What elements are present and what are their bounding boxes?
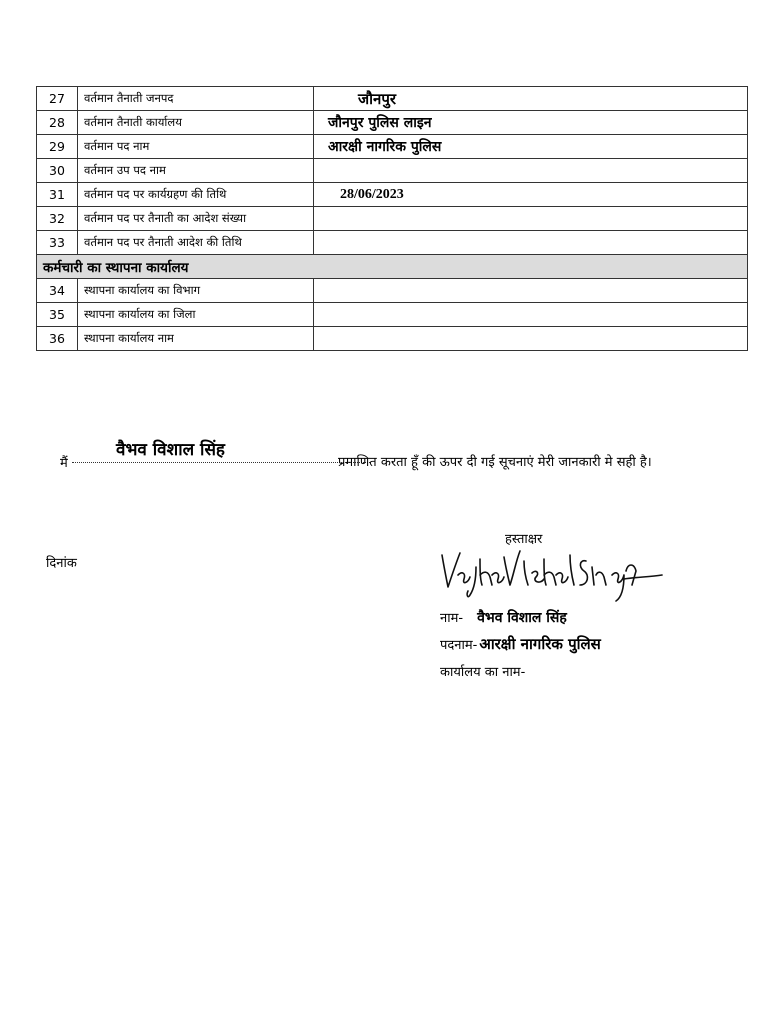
row-number: 29	[37, 135, 78, 159]
table-row	[37, 111, 748, 135]
row-label: स्थापना कार्यालय का जिला	[78, 303, 314, 327]
row-value: जौनपुर पुलिस लाइन	[314, 111, 748, 135]
table-row	[37, 279, 748, 303]
row-label: वर्तमान पद नाम	[78, 135, 314, 159]
handwritten-signature	[436, 545, 666, 605]
signature-text: Vaibhav Vishal Singh	[436, 545, 447, 546]
office-name-label: कार्यालय का नाम-	[440, 665, 526, 680]
certification-filled-name: वैभव विशाल सिंह	[116, 440, 225, 460]
row-number: 36	[37, 327, 78, 351]
row-label: वर्तमान पद पर तैनाती आदेश की तिथि	[78, 231, 314, 255]
row-label: वर्तमान उप पद नाम	[78, 159, 314, 183]
employee-details-table	[36, 86, 748, 351]
row-number: 27	[37, 87, 78, 111]
row-number: 35	[37, 303, 78, 327]
row-label: वर्तमान तैनाती जनपद	[78, 87, 314, 111]
table-row	[37, 231, 748, 255]
row-value: आरक्षी नागरिक पुलिस	[314, 135, 748, 159]
row-value: 28/06/2023	[314, 183, 748, 207]
row-value	[314, 327, 748, 351]
row-number: 34	[37, 279, 78, 303]
table-row	[37, 159, 748, 183]
office-name-line	[440, 662, 525, 680]
row-value	[314, 159, 748, 183]
name-fill-line	[72, 462, 370, 463]
row-number: 33	[37, 231, 78, 255]
designation-value: आरक्षी नागरिक पुलिस	[479, 635, 601, 653]
designation-line	[440, 634, 601, 654]
date-label: दिनांक	[46, 556, 77, 571]
section-header-row	[37, 255, 748, 279]
certification-statement	[60, 440, 750, 476]
table-row	[37, 87, 748, 111]
section-title: कर्मचारी का स्थापना कार्यालय	[37, 255, 748, 279]
name-value: वैभव विशाल सिंह	[477, 610, 567, 626]
row-number: 30	[37, 159, 78, 183]
row-number: 28	[37, 111, 78, 135]
certification-text: प्रमाणित करता हूँ की ऊपर दी गई सूचनाएं मेरी जानकारी मे सही है।	[338, 455, 652, 470]
row-value	[314, 207, 748, 231]
designation-label: पदनाम-	[440, 638, 478, 653]
name-line	[440, 608, 567, 627]
table-row	[37, 207, 748, 231]
row-value	[314, 303, 748, 327]
row-value: जौनपुर	[314, 87, 748, 111]
table-row	[37, 183, 748, 207]
certification-prefix: मैं	[60, 456, 68, 471]
row-label: स्थापना कार्यालय का विभाग	[78, 279, 314, 303]
row-number: 32	[37, 207, 78, 231]
row-number: 31	[37, 183, 78, 207]
row-value	[314, 231, 748, 255]
signature-heading: हस्ताक्षर	[505, 532, 543, 547]
name-label: नाम-	[440, 611, 464, 626]
table-row	[37, 303, 748, 327]
row-label: स्थापना कार्यालय नाम	[78, 327, 314, 351]
row-value	[314, 279, 748, 303]
row-label: वर्तमान पद पर कार्यग्रहण की तिथि	[78, 183, 314, 207]
table-row	[37, 327, 748, 351]
row-label: वर्तमान पद पर तैनाती का आदेश संख्या	[78, 207, 314, 231]
row-label: वर्तमान तैनाती कार्यालय	[78, 111, 314, 135]
table-row	[37, 135, 748, 159]
